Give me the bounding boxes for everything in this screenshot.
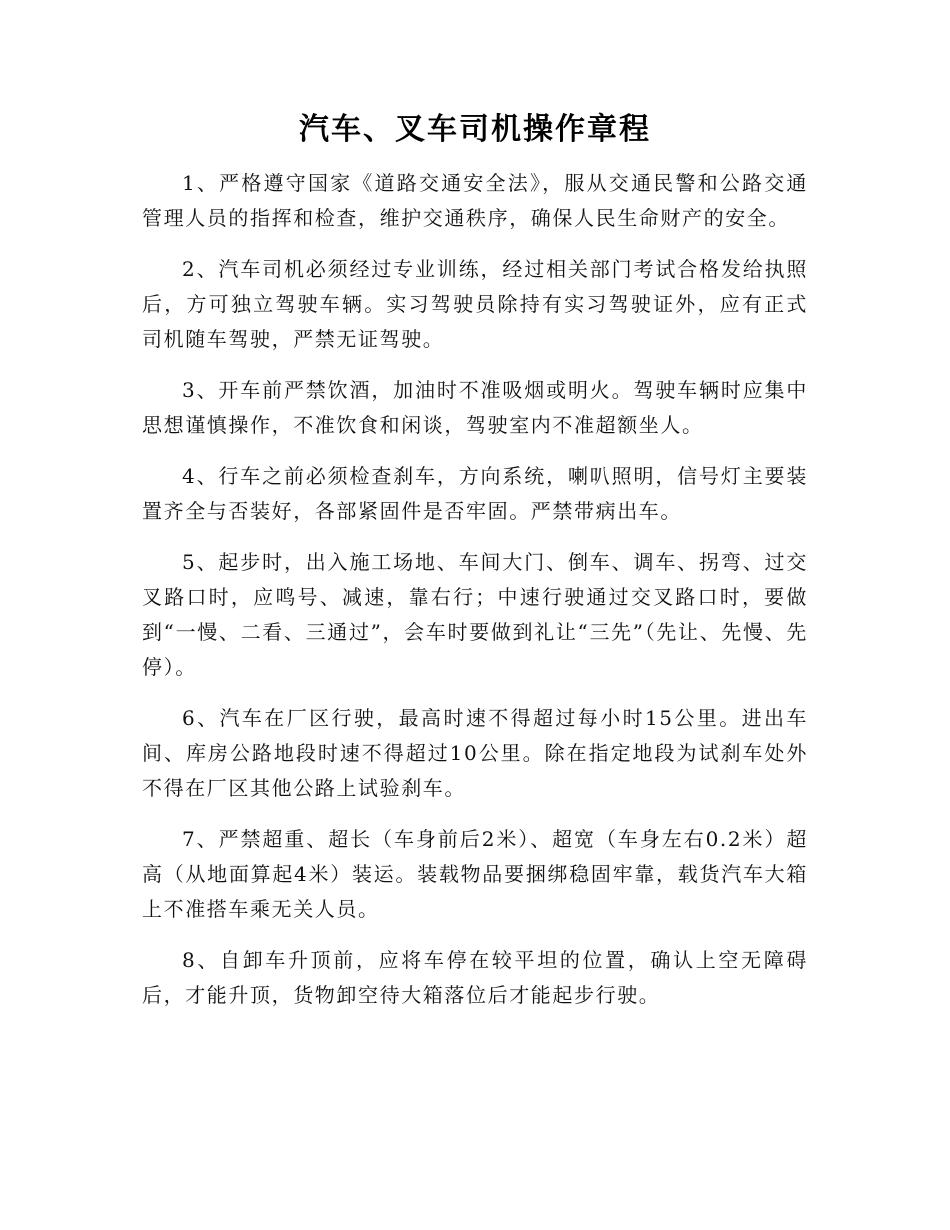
paragraph-6: 6、汽车在厂区行驶，最高时速不得超过每小时15公里。进出车间、库房公路地段时速不得超过10公里。除在指定地段为试刹车处外不得在厂区其他公路上试验刹车。	[142, 706, 808, 800]
document-body	[142, 166, 808, 1029]
paragraph-5: 5、起步时，出入施工场地、车间大门、倒车、调车、拐弯、过交叉路口时，应鸣号、减速，靠右行；中速行驶通过交叉路口时，要做到“一慢、二看、三通过”，会车时要做到礼让“三先”（先让、先慢、先停）。	[142, 550, 808, 679]
paragraph-8: 8、自卸车升顶前，应将车停在较平坦的位置，确认上空无障碍后，才能升顶，货物卸空待大箱落位后才能起步行驶。	[142, 948, 808, 1007]
paragraph-1: 1、严格遵守国家《道路交通安全法》，服从交通民警和公路交通管理人员的指挥和检查，维护交通秩序，确保人民生命财产的安全。	[142, 171, 808, 230]
paragraph-7: 7、严禁超重、超长（车身前后2米）、超宽（车身左右0.2米）超高（从地面算起4米）装运。装载物品要捆绑稳固牢靠，载货汽车大箱上不准搭车乘无关人员。	[142, 827, 808, 921]
paragraph-2: 2、汽车司机必须经过专业训练，经过相关部门考试合格发给执照后，方可独立驾驶车辆。实习驾驶员除持有实习驾驶证外，应有正式司机随车驾驶，严禁无证驾驶。	[142, 257, 808, 351]
paragraph-4: 4、行车之前必须检查刹车，方向系统，喇叭照明，信号灯主要装置齐全与否装好，各部紧固件是否牢固。严禁带病出车。	[142, 464, 808, 523]
paragraph-3: 3、开车前严禁饮酒，加油时不准吸烟或明火。驾驶车辆时应集中思想谨慎操作，不准饮食和闲谈，驾驶室内不准超额坐人。	[142, 378, 808, 437]
document-title: 汽车、叉车司机操作章程	[299, 112, 651, 147]
